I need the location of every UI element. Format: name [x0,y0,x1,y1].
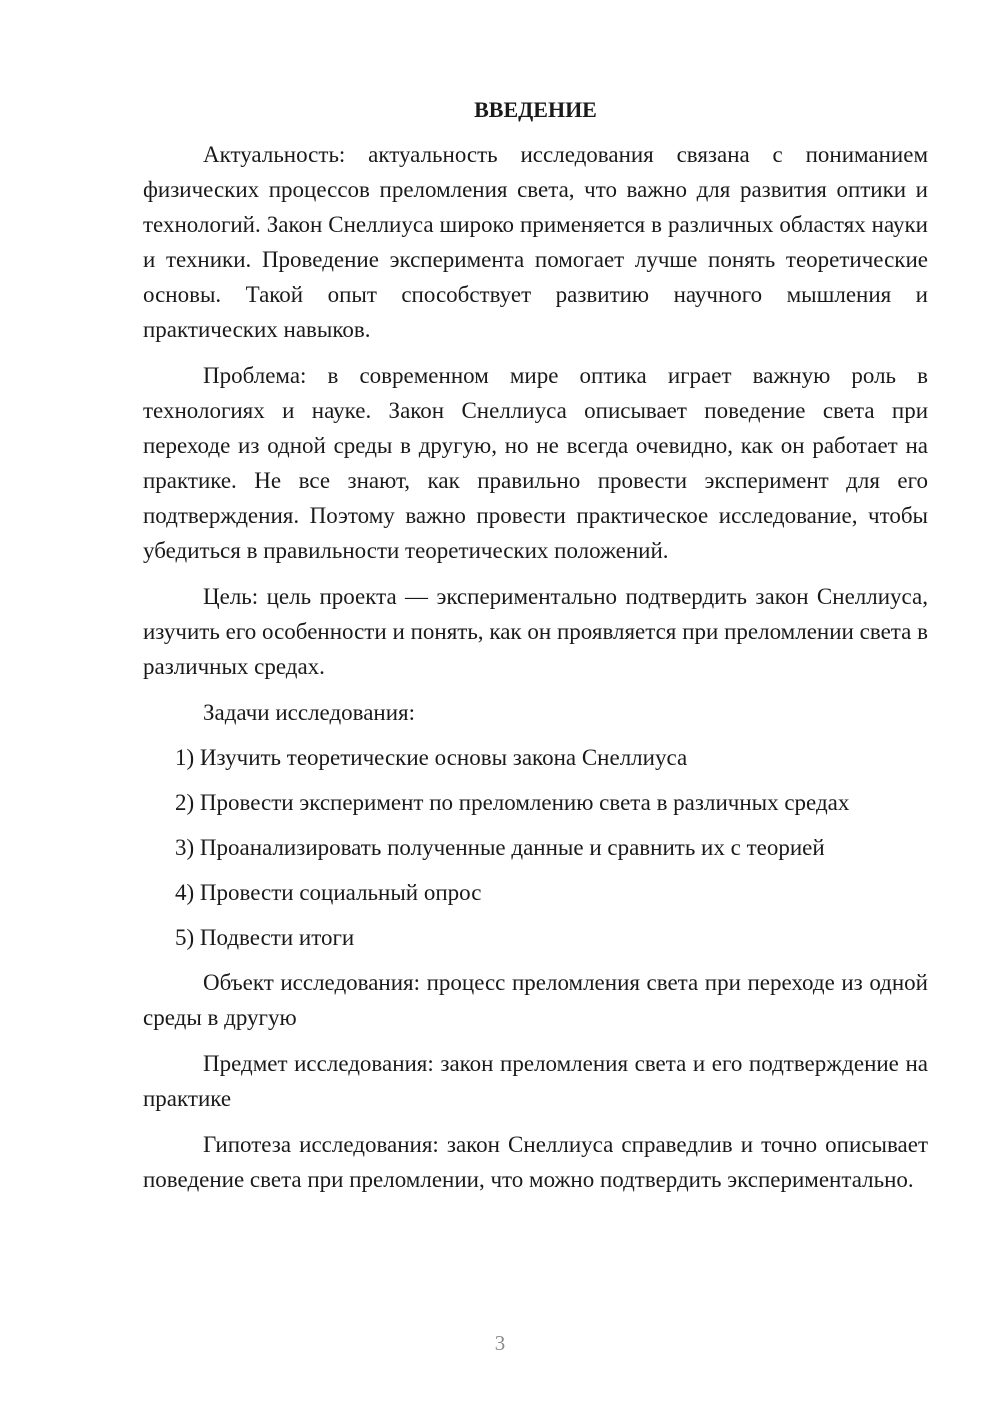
page-content [143,92,928,1208]
task-item-1: 1) Изучить теоретические основы закона Снеллиуса [175,745,688,770]
task-item-2: 2) Провести эксперимент по преломлению света в различных средах [175,790,850,815]
task-item-4: 4) Провести социальный опрос [175,880,482,905]
paragraph-object: Объект исследования: процесс преломления света при переходе из одной среды в другую [143,970,928,1030]
task-item-3: 3) Проанализировать полученные данные и сравнить их с теорией [175,835,825,860]
paragraph-relevance: Актуальность: актуальность исследования связана с пониманием физических процессов преломления света, что важно для развития оптики и технологий. Закон Снеллиуса широко применяется в различных областях науки и техники. Проведение эксперимента помогает лучше понять теоретические основы. Такой опыт способствует развитию научного мышления и практических навыков. [143,142,928,342]
paragraph-goal: Цель: цель проекта — экспериментально подтвердить закон Снеллиуса, изучить его особенности и понять, как он проявляется при преломлении света в различных средах. [143,584,928,679]
section-title: ВВЕДЕНИЕ [474,97,597,122]
tasks-heading: Задачи исследования: [203,700,416,725]
task-item-5: 5) Подвести итоги [175,925,355,950]
task-list [143,740,928,955]
page-number: 3 [494,1331,506,1355]
paragraph-problem: Проблема: в современном мире оптика играет важную роль в технологиях и науке. Закон Снеллиуса описывает поведение света при переходе из одной среды в другую, но не всегда очевидно, как он работает на практике. Не все знают, как правильно провести эксперимент для его подтверждения. Поэтому важно провести практическое исследование, чтобы убедиться в правильности теоретических положений. [143,363,928,563]
paragraph-hypothesis: Гипотеза исследования: закон Снеллиуса справедлив и точно описывает поведение света при преломлении, что можно подтвердить экспериментально. [143,1132,928,1192]
paragraph-subject: Предмет исследования: закон преломления света и его подтверждение на практике [143,1051,928,1111]
